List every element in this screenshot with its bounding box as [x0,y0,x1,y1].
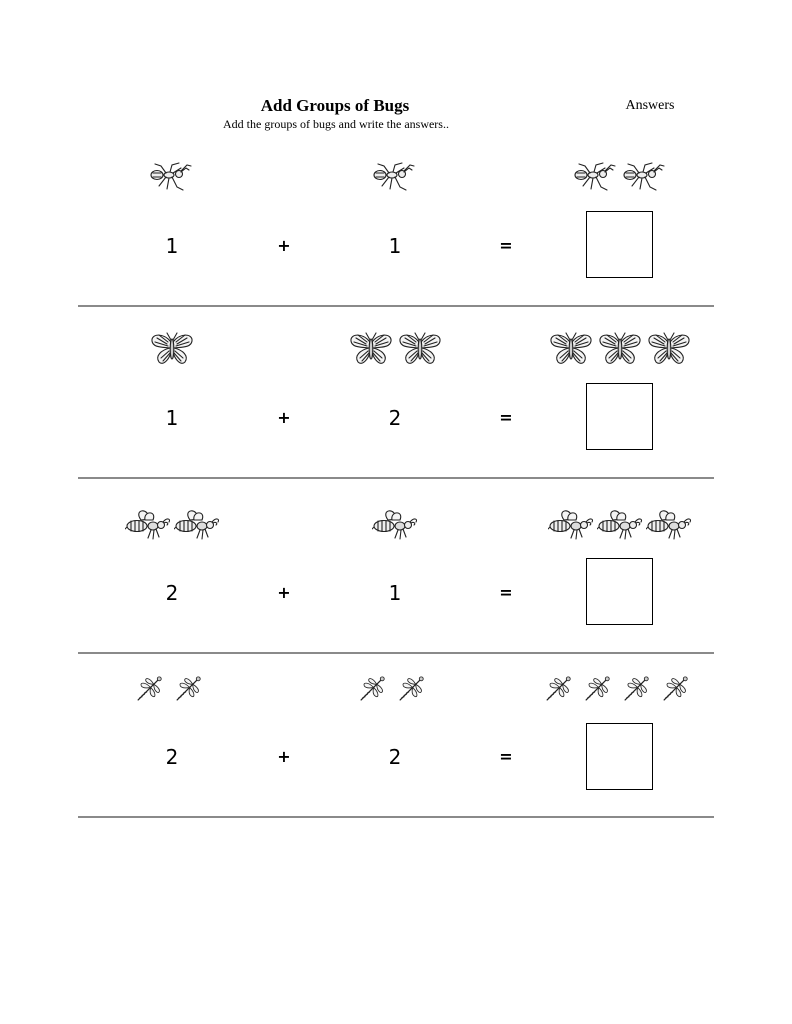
ant-icon [573,160,619,196]
addend-a-bugs [123,507,221,543]
addend-b-number: 1 [388,234,402,258]
worksheet-title: Add Groups of Bugs [260,96,410,115]
addend-a-number: 2 [165,745,179,769]
equals-sign: = [499,747,513,766]
butterfly-icon [548,332,594,368]
answer-box[interactable] [586,558,653,625]
problem-row [0,322,792,478]
addend-b-bugs [371,160,420,196]
dragonfly-icon [135,671,171,707]
dragonfly-icon [544,671,580,707]
addend-b-bugs [371,507,420,543]
row-divider [78,305,714,307]
plus-sign: + [277,408,291,427]
dragonfly-icon [661,671,697,707]
equals-sign: = [499,408,513,427]
dragonfly-icon [174,671,210,707]
dragonfly-icon [622,671,658,707]
plus-sign: + [277,236,291,255]
sum-bugs [547,332,694,368]
bee-icon [646,507,692,543]
plus-sign: + [277,583,291,602]
addend-b-bugs [356,671,434,707]
addend-a-bugs [148,332,197,368]
sum-bugs [547,507,694,543]
row-divider [78,816,714,818]
addend-a-number: 1 [165,234,179,258]
bee-icon [597,507,643,543]
sum-bugs [571,160,669,196]
bee-icon [125,507,171,543]
addend-a-bugs [148,160,197,196]
addend-a-number: 1 [165,406,179,430]
equals-sign: = [499,583,513,602]
dragonfly-icon [583,671,619,707]
equals-sign: = [499,236,513,255]
butterfly-icon [597,332,643,368]
bee-icon [372,507,418,543]
addend-b-number: 2 [388,745,402,769]
addend-b-number: 1 [388,581,402,605]
answer-box[interactable] [586,211,653,278]
answer-box[interactable] [586,383,653,450]
butterfly-icon [397,332,443,368]
addend-b-bugs [346,332,444,368]
bee-icon [174,507,220,543]
problem-row [0,497,792,652]
row-divider [78,652,714,654]
problem-row [0,661,792,817]
sum-bugs [542,671,698,707]
ant-icon [149,160,195,196]
row-divider [78,477,714,479]
dragonfly-icon [358,671,394,707]
ant-icon [622,160,668,196]
butterfly-icon [646,332,692,368]
addend-a-bugs [133,671,211,707]
bee-icon [548,507,594,543]
answers-label: Answers [625,98,675,113]
problem-row [0,150,792,305]
butterfly-icon [149,332,195,368]
answer-box[interactable] [586,723,653,790]
addend-a-number: 2 [165,581,179,605]
addend-b-number: 2 [388,406,402,430]
dragonfly-icon [397,671,433,707]
plus-sign: + [277,747,291,766]
ant-icon [372,160,418,196]
worksheet-instructions: Add the groups of bugs and write the answers.. [223,117,449,131]
butterfly-icon [348,332,394,368]
